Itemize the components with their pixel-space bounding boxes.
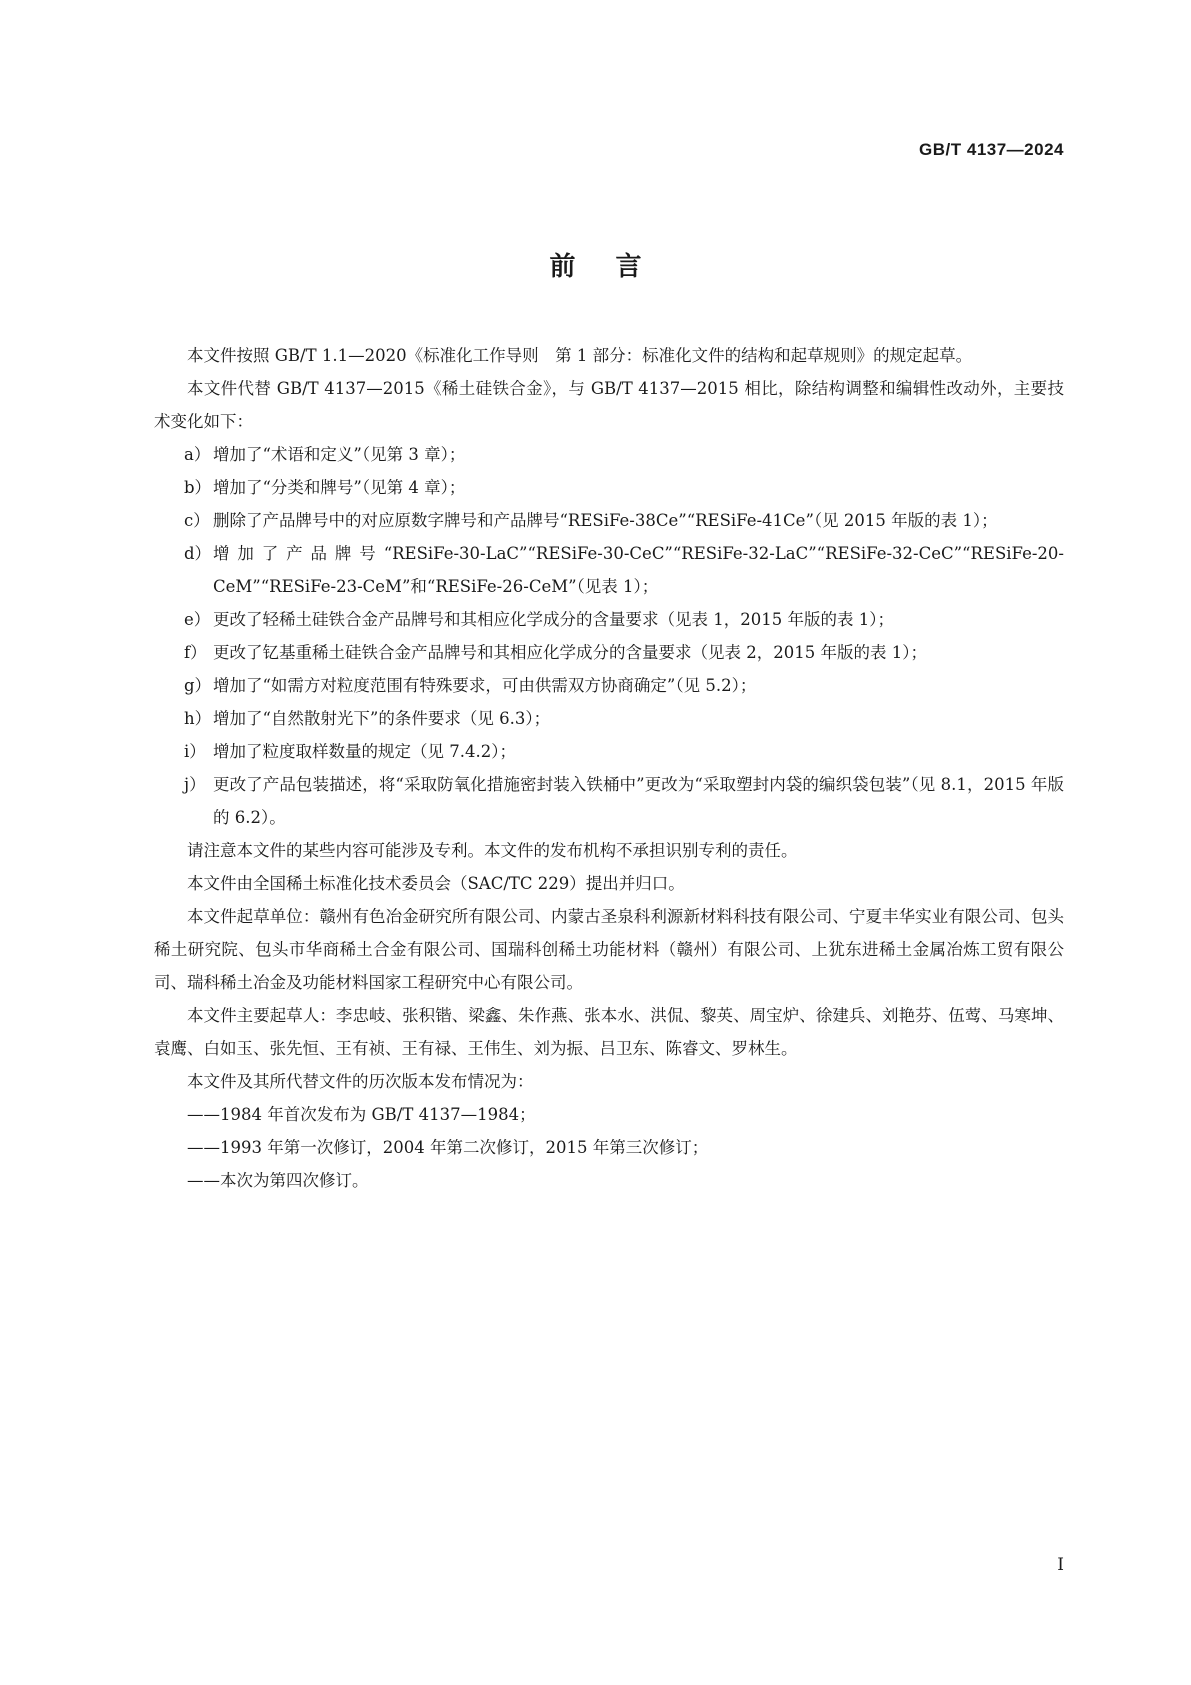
list-marker: f） [184,643,207,662]
list-item-text: 增加了“术语和定义”（见第 3 章）； [213,445,466,464]
standard-code: GB/T 4137—2024 [919,140,1064,159]
list-marker: g） [184,676,212,695]
list-item [154,735,1064,768]
foreword-body [154,339,1064,1197]
paragraph-drafters: 本文件主要起草人：李忠岐、张积锴、梁鑫、朱作燕、张本水、洪侃、黎英、周宝炉、徐建兵、刘艳芬、伍莺、马寒坤、袁鹰、白如玉、张先恒、王有祯、王有禄、王伟生、刘为振、吕卫东、陈睿文、罗林生。 [154,1006,1064,1058]
list-marker: i） [184,742,206,761]
list-marker: h） [184,709,212,728]
list-item [154,537,1064,603]
history-item: ——1984 年首次发布为 GB/T 4137—1984； [187,1105,536,1124]
list-item [154,768,1064,834]
changes-list [154,438,1064,834]
list-item-text: 更改了轻稀土硅铁合金产品牌号和其相应化学成分的含量要求（见表 1，2015 年版的表 1）； [213,610,894,629]
list-item-text: 删除了产品牌号中的对应原数字牌号和产品牌号“RESiFe-38Ce”“RESiFe-41Ce”（见 2015 年版的表 1）； [213,511,998,530]
page-title: 前言 [549,252,682,282]
list-item [154,603,1064,636]
paragraph-history-intro: 本文件及其所代替文件的历次版本发布情况为： [187,1072,534,1091]
paragraph-drafting-units: 本文件起草单位：赣州有色冶金研究所有限公司、内蒙古圣泉科利源新材料科技有限公司、宁夏丰华实业有限公司、包头稀土研究院、包头市华商稀土合金有限公司、国瑞科创稀土功能材料（赣州）有限公司、上犹东进稀土金属冶炼工贸有限公司、瑞科稀土冶金及功能材料国家工程研究中心有限公司。 [154,907,1064,992]
list-item-text: 更改了产品包装描述，将“采取防氧化措施密封装入铁桶中”更改为“采取塑封内袋的编织袋包装”（见 8.1，2015 年版的 6.2）。 [213,775,1064,827]
list-marker: j） [184,775,206,794]
page-number: I [1057,1555,1064,1575]
list-marker: e） [184,610,211,629]
list-item [154,438,1064,471]
list-marker: c） [184,511,210,530]
list-item-text: 增加了“如需方对粒度范围有特殊要求，可由供需双方协商确定”（见 5.2）； [213,676,757,695]
list-item [154,504,1064,537]
list-marker: a） [184,445,211,464]
history-item: ——1993 年第一次修订，2004 年第二次修订，2015 年第三次修订； [187,1138,709,1157]
list-item-text: 更改了钇基重稀土硅铁合金产品牌号和其相应化学成分的含量要求（见表 2，2015 年版的表 1）； [213,643,927,662]
list-item-text: 增加了“分类和牌号”（见第 4 章）； [213,478,466,497]
list-item [154,471,1064,504]
paragraph-replacement: 本文件代替 GB/T 4137—2015《稀土硅铁合金》，与 GB/T 4137—2015 相比，除结构调整和编辑性改动外，主要技术变化如下： [154,379,1064,431]
list-item-text: 增加了粒度取样数量的规定（见 7.4.2）； [213,742,516,761]
list-marker: d） [184,544,212,563]
paragraph-patent-notice: 请注意本文件的某些内容可能涉及专利。本文件的发布机构不承担识别专利的责任。 [187,841,798,860]
list-item-text: 增加了“自然散射光下”的条件要求（见 6.3）； [213,709,551,728]
history-list [154,1098,1064,1197]
list-marker: b） [184,478,212,497]
list-item-text: 增加了产品牌号“RESiFe-30-LaC”“RESiFe-30-CeC”“RESiFe-32-LaC”“RESiFe-32-CeC”“RESiFe-20-CeM”“RESiFe-23-CeM”和“RESiFe-26-CeM”（见表 1）； [213,544,1064,596]
paragraph-proposer: 本文件由全国稀土标准化技术委员会（SAC/TC 229）提出并归口。 [187,874,685,893]
list-item [154,636,1064,669]
paragraph-drafting-rules: 本文件按照 GB/T 1.1—2020《标准化工作导则 第 1 部分：标准化文件的结构和起草规则》的规定起草。 [187,346,973,365]
history-item: ——本次为第四次修订。 [187,1171,369,1190]
list-item [154,702,1064,735]
list-item [154,669,1064,702]
